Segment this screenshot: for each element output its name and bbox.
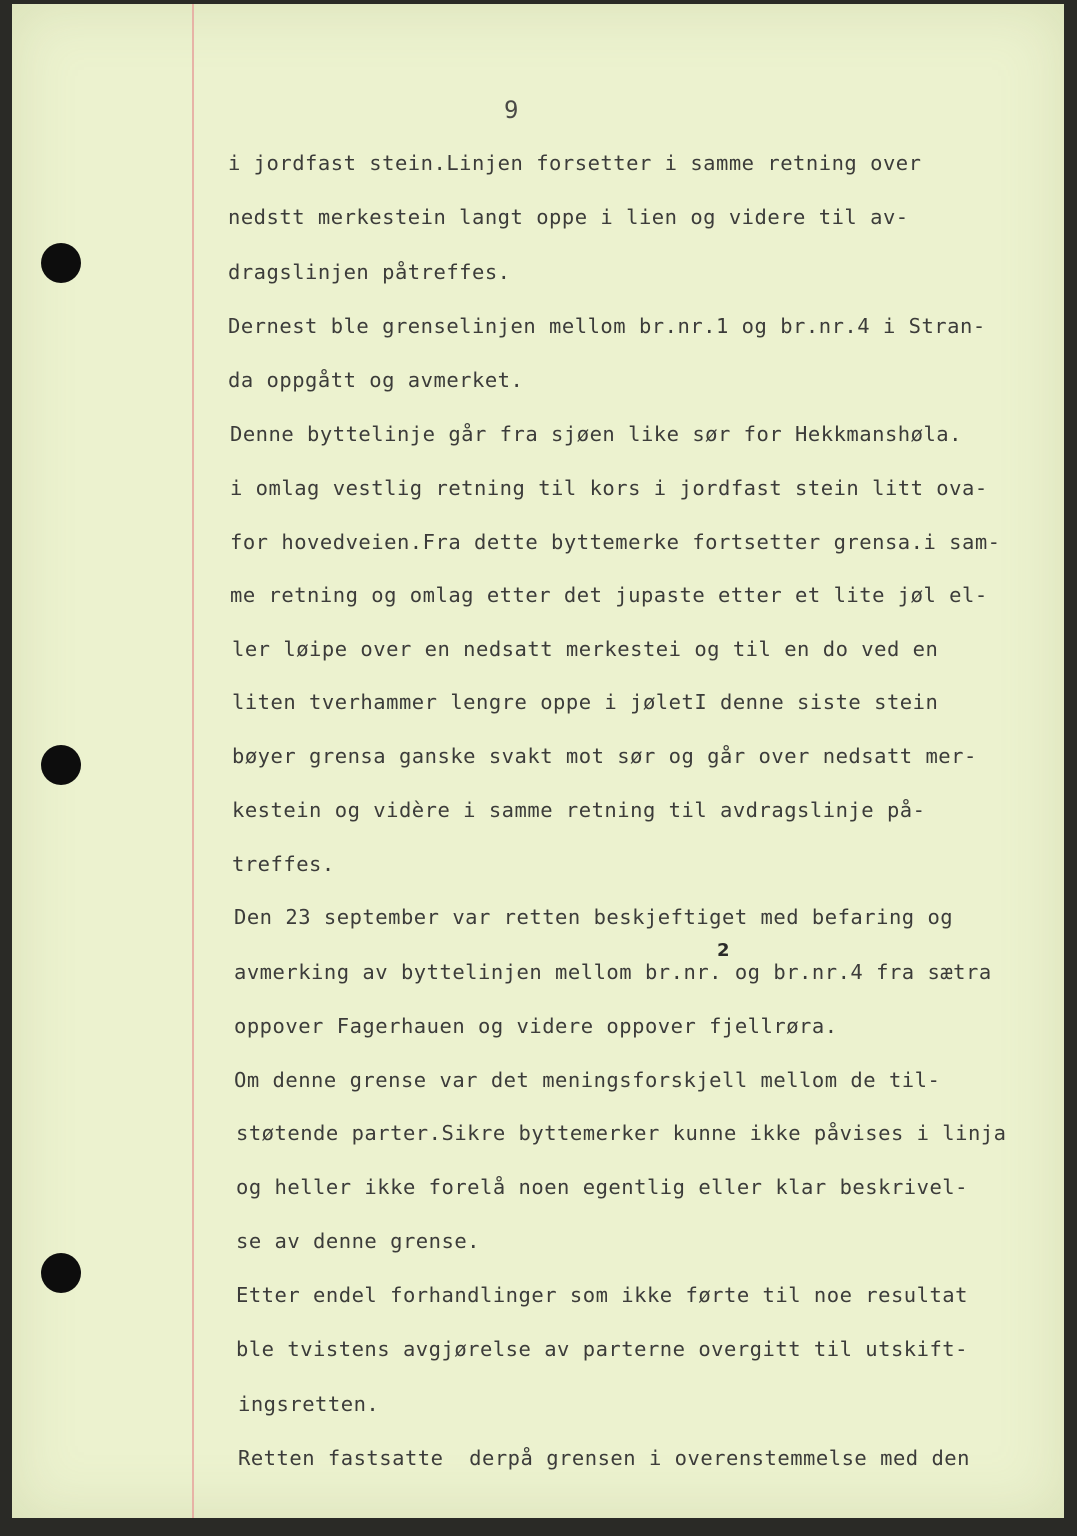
punch-hole [41,243,81,283]
text-line: kestein og vidère i samme retning til avdragslinje på- [232,798,926,822]
text-line: oppover Fagerhauen og videre oppover fjellrøra. [234,1014,838,1038]
text-line: ler løipe over en nedsatt merkestei og til en do ved en [232,637,939,661]
text-line: da oppgått og avmerket. [228,368,524,392]
text-line: dragslinjen påtreffes. [228,260,511,284]
text-line: me retning og omlag etter det jupaste etter et lite jøl el- [230,583,988,607]
text-line: Om denne grense var det meningsforskjell mellom de til- [234,1068,941,1092]
text-line: ingsretten. [238,1392,380,1416]
text-line: se av denne grense. [236,1229,480,1253]
text-line: Den 23 september var retten beskjeftiget med befaring og [234,905,954,929]
text-line: ble tvistens avgjørelse av parterne overgitt til utskift- [236,1337,968,1361]
text-line: og heller ikke forelå noen egentlig eller klar beskrivel- [236,1175,968,1199]
text-line: treffes. [232,852,335,876]
text-line: liten tverhammer lengre oppe i jøletI denne siste stein [232,690,939,714]
text-line: Etter endel forhandlinger som ikke førte til noe resultat [236,1283,968,1307]
handwritten-annotation: 2 [717,940,730,961]
punch-hole [41,745,81,785]
text-line: nedstt merkestein langt oppe i lien og videre til av- [228,205,909,229]
text-line: i omlag vestlig retning til kors i jordfast stein litt ova- [230,476,988,500]
text-line: bøyer grensa ganske svakt mot sør og går over nedsatt mer- [232,744,977,768]
margin-line [192,4,194,1518]
text-line: støtende parter.Sikre byttemerker kunne ikke påvises i linja [236,1121,1007,1145]
text-line: avmerking av byttelinjen mellom br.nr. og br.nr.4 fra sætra [234,960,992,984]
text-line: Retten fastsatte derpå grensen i overenstemmelse med den [238,1446,970,1470]
page-number: 9 [504,96,519,124]
text-line: for hovedveien.Fra dette byttemerke fortsetter grensa.i sam- [230,530,1001,554]
text-line: Denne byttelinje går fra sjøen like sør for Hekkmanshøla. [230,422,962,446]
text-line: i jordfast stein.Linjen forsetter i samme retning over [228,151,922,175]
text-line: Dernest ble grenselinjen mellom br.nr.1 og br.nr.4 i Stran- [228,314,986,338]
document-page [12,4,1064,1518]
punch-hole [41,1253,81,1293]
